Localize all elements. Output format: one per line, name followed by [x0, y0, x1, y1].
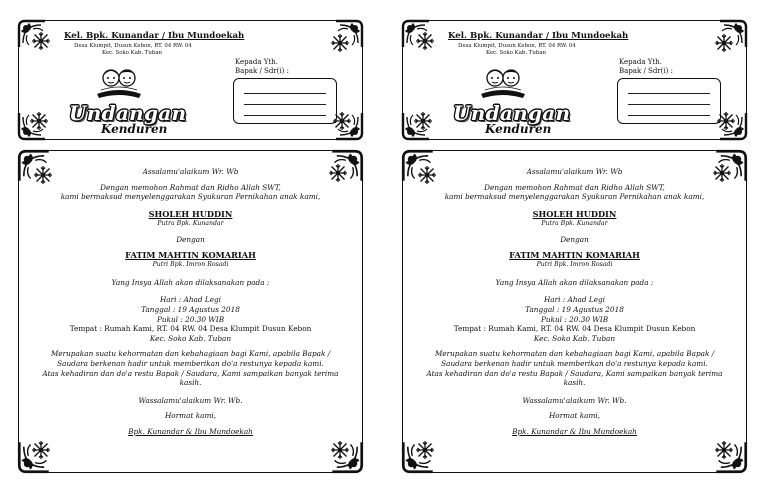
envelope-card	[402, 20, 747, 140]
snowflake-icon	[31, 31, 51, 51]
recipient-address-box	[233, 78, 337, 124]
greeting: Assalamu'alaikum Wr. Wb	[142, 167, 239, 176]
sender-address-line: Desa Klumpit, Dusun Kebon, RT. 04 RW. 04	[74, 43, 192, 49]
closing-line: kasih.	[563, 378, 586, 388]
address-line	[244, 93, 326, 94]
address-line	[628, 93, 710, 94]
bride-parent: Putri Bpk. Imron Rosadi	[536, 261, 613, 269]
sender-address	[74, 43, 264, 57]
envelope-card	[18, 20, 363, 140]
regards: Hormat kami,	[164, 411, 217, 421]
announcement: Yang Insya Allah akan dilaksanakan pada :	[495, 277, 654, 287]
connector-text: Dengan	[176, 234, 205, 244]
invitation-right	[402, 0, 747, 501]
invitation-left	[18, 0, 363, 501]
bride-parent: Putri Bpk. Imron Rosadi	[152, 261, 229, 269]
recipient-title: Bapak / Sdr(i) :	[619, 67, 673, 75]
invitation-heading: Undangan	[453, 101, 571, 125]
recipient-greeting: Kepada Yth.	[235, 58, 278, 66]
event-place-line2: Kec. Soko Kab. Tuban	[533, 333, 616, 343]
farewell: Wassalamu'alaikum Wr. Wb.	[138, 395, 243, 405]
closing-line: Saudara berkenan hadir untuk memberikan do'a restunya kepada kami.	[57, 358, 324, 368]
recipient-label	[235, 58, 289, 76]
greeting: Assalamu'alaikum Wr. Wb	[526, 167, 623, 176]
recipient-address-box	[617, 78, 721, 124]
event-day: Hari : Ahad Legi	[159, 295, 222, 305]
opening-line: Dengan memohon Rahmat dan Ridho Allah SWT,	[100, 182, 281, 192]
signature: Bpk. Kunandar & Ibu Mundoekah	[128, 426, 253, 436]
groom-name: SHOLEH HUDDIN	[532, 208, 617, 219]
snowflake-icon	[29, 111, 49, 131]
event-day: Hari : Ahad Legi	[543, 295, 606, 305]
snowflake-icon	[415, 31, 435, 51]
wedding-couple-logo-icon	[475, 63, 531, 99]
snowflake-icon	[714, 33, 734, 53]
sender-name: Kel. Bpk. Kunandar / Ibu Mundoekah	[448, 31, 629, 41]
recipient-title: Bapak / Sdr(i) :	[235, 67, 289, 75]
groom-parent: Putra Bpk. Kunandar	[541, 220, 608, 228]
closing-line: Atas kehadiran dan do'a restu Bapak / Saudara, Kami sampaikan banyak terima	[426, 368, 723, 378]
closing-line: Merupakan suatu kehormatan dan kebahagiaan bagi Kami, apabila Bapak /	[50, 349, 331, 359]
groom-parent: Putra Bpk. Kunandar	[157, 220, 224, 228]
recipient-greeting: Kepada Yth.	[619, 58, 662, 66]
invitation-card	[18, 150, 363, 473]
snowflake-icon	[413, 111, 433, 131]
wedding-couple-logo-icon	[91, 63, 147, 99]
card-body	[29, 167, 352, 436]
snowflake-icon	[415, 440, 435, 460]
regards: Hormat kami,	[548, 411, 601, 421]
sender-address-line: Desa Klumpit, Dusun Kebon, RT. 04 RW. 04	[458, 43, 576, 49]
sender-name: Kel. Bpk. Kunandar / Ibu Mundoekah	[64, 31, 245, 41]
event-place: Tempat : Rumah Kami, RT. 04 RW. 04 Desa Klumpit Dusun Kebon	[453, 324, 696, 334]
closing-line: Saudara berkenan hadir untuk memberikan do'a restunya kepada kami.	[441, 358, 708, 368]
announcement: Yang Insya Allah akan dilaksanakan pada :	[111, 277, 270, 287]
sender-address-line: Kec. Soko Kab. Tuban	[486, 50, 547, 56]
address-line	[244, 115, 326, 116]
invitation-subheading: Kenduren	[485, 122, 552, 136]
sender-address	[458, 43, 648, 57]
event-date: Tanggal : 19 Agustus 2018	[525, 304, 624, 314]
snowflake-icon	[714, 440, 734, 460]
invitation-subheading: Kenduren	[101, 122, 168, 136]
address-line	[628, 115, 710, 116]
farewell: Wassalamu'alaikum Wr. Wb.	[522, 395, 627, 405]
opening-line: kami bermaksud menyelenggarakan Syukuran Pernikahan anak kami,	[60, 192, 321, 202]
opening-line: kami bermaksud menyelenggarakan Syukuran Pernikahan anak kami,	[444, 192, 705, 202]
bride-name: FATIM MAHTIN KOMARIAH	[509, 249, 640, 260]
groom-name: SHOLEH HUDDIN	[148, 208, 233, 219]
card-body	[413, 167, 736, 436]
invitation-heading: Undangan	[69, 101, 187, 125]
snowflake-icon	[330, 33, 350, 53]
event-time: Pukul : 20.30 WIB	[156, 314, 225, 324]
closing-line: Atas kehadiran dan do'a restu Bapak / Saudara, Kami sampaikan banyak terima	[42, 368, 339, 378]
event-date: Tanggal : 19 Agustus 2018	[141, 304, 240, 314]
recipient-label	[619, 58, 673, 76]
connector-text: Dengan	[560, 234, 589, 244]
bride-name: FATIM MAHTIN KOMARIAH	[125, 249, 256, 260]
snowflake-icon	[31, 440, 51, 460]
address-line	[628, 104, 710, 105]
signature: Bpk. Kunandar & Ibu Mundoekah	[512, 426, 637, 436]
invitation-card	[402, 150, 747, 473]
event-place: Tempat : Rumah Kami, RT. 04 RW. 04 Desa Klumpit Dusun Kebon	[69, 324, 312, 334]
closing-line: kasih.	[179, 378, 202, 388]
event-place-line2: Kec. Soko Kab. Tuban	[149, 333, 232, 343]
address-line	[244, 104, 326, 105]
snowflake-icon	[330, 440, 350, 460]
closing-line: Merupakan suatu kehormatan dan kebahagiaan bagi Kami, apabila Bapak /	[434, 349, 715, 359]
opening-line: Dengan memohon Rahmat dan Ridho Allah SWT,	[484, 182, 665, 192]
event-time: Pukul : 20.30 WIB	[540, 314, 609, 324]
sender-address-line: Kec. Soko Kab. Tuban	[102, 50, 163, 56]
